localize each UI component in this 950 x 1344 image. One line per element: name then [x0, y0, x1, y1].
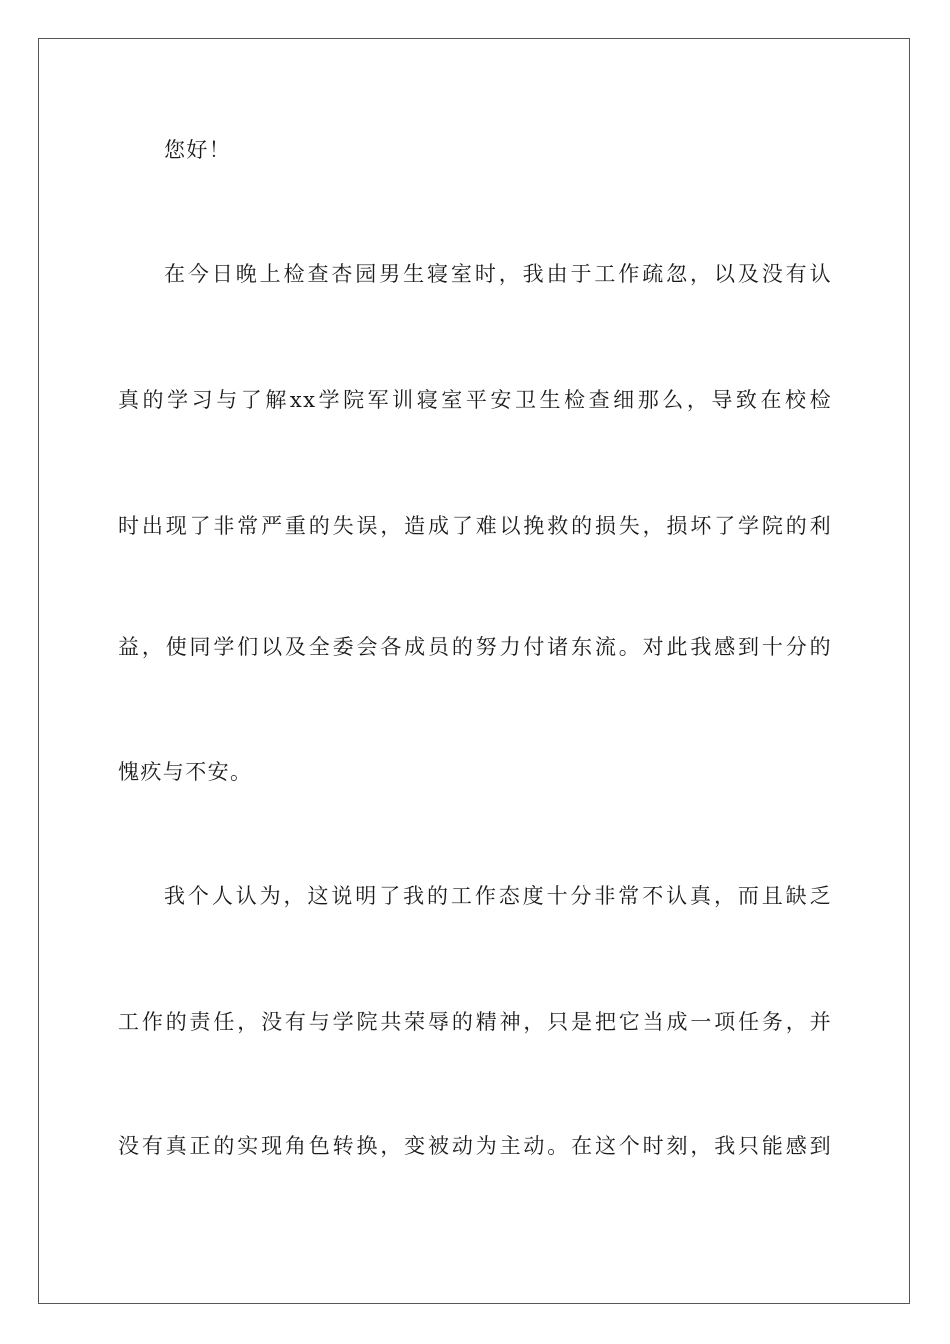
page-border [38, 38, 910, 1304]
paragraph-1-line-1: 在今日晚上检查杏园男生寝室时，我由于工作疏忽，以及没有认 [164, 262, 832, 286]
paragraph-1-line-5: 愧疚与不安。 [118, 760, 253, 784]
paragraph-2-line-3: 没有真正的实现角色转换，变被动为主动。在这个时刻，我只能感到 [118, 1134, 832, 1158]
paragraph-2-line-2: 工作的责任，没有与学院共荣辱的精神，只是把它当成一项任务，并 [118, 1010, 832, 1034]
paragraph-1-line-2: 真的学习与了解xx学院军训寝室平安卫生检查细那么，导致在校检 [118, 388, 832, 412]
salutation: 您好！ [164, 138, 232, 162]
paragraph-2-line-1: 我个人认为，这说明了我的工作态度十分非常不认真，而且缺乏 [164, 884, 832, 908]
paragraph-1-line-3: 时出现了非常严重的失误，造成了难以挽救的损失，损坏了学院的利 [118, 514, 832, 538]
paragraph-1-line-4: 益，使同学们以及全委会各成员的努力付诸东流。对此我感到十分的 [118, 635, 832, 659]
